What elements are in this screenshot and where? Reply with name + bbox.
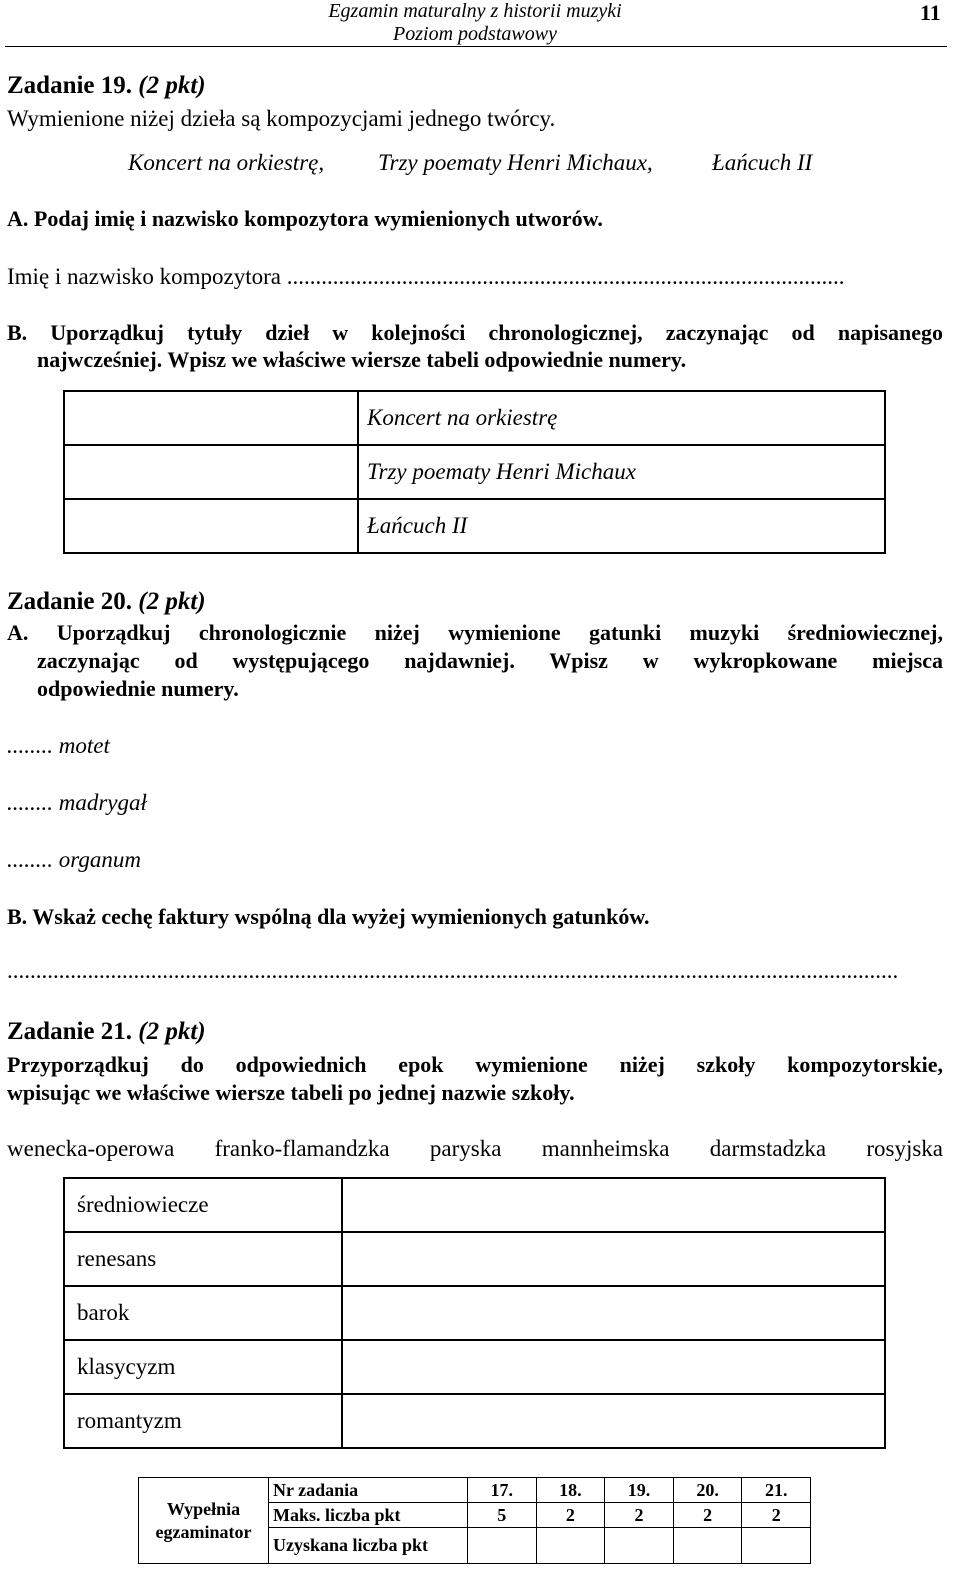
school-3: paryska	[429, 1136, 502, 1161]
epoch-label-1: średniowiecze	[64, 1178, 342, 1232]
task20-a-text-3: odpowiednie numery.	[37, 676, 239, 701]
task20-a-text-1: Uporządkuj chronologicznie niżej wymienione gatunki muzyki średniowiecznej,	[56, 620, 943, 645]
epoch-answer-5[interactable]	[342, 1394, 885, 1448]
task19-part-a	[7, 206, 603, 232]
order-label-3: Łańcuch II	[358, 499, 885, 553]
task20-points: (2 pkt)	[138, 588, 206, 615]
max-19: 2	[605, 1503, 674, 1528]
header-line-2: Poziom podstawowy	[393, 23, 557, 45]
epoch-label-4: klasycyzm	[64, 1340, 342, 1394]
task21-title-text: Zadanie 21.	[7, 1018, 133, 1045]
task20-b-label: B.	[7, 904, 28, 929]
genre-organum[interactable]: ........ organum	[7, 847, 141, 872]
task19-b-text-2: najwcześniej. Wpisz we właściwe wiersze tabeli odpowiednie numery.	[37, 347, 687, 372]
examiner-label	[139, 1478, 269, 1564]
task19-title-text: Zadanie 19.	[7, 72, 133, 99]
task-no-19: 19.	[605, 1478, 674, 1503]
row-task-label: Nr zadania	[269, 1478, 468, 1503]
examiner-label-2: egzaminator	[155, 1521, 252, 1542]
task20-title-text: Zadanie 20.	[7, 588, 133, 615]
task-no-18: 18.	[536, 1478, 605, 1503]
task20-a-text-2: zaczynając od występującego najdawniej. Wpisz w wykropkowane miejsca	[37, 648, 943, 673]
school-6: rosyjska	[866, 1136, 944, 1161]
epoch-label-2: renesans	[64, 1232, 342, 1286]
row-obtained-label: Uzyskana liczba pkt	[269, 1528, 468, 1564]
order-label-1: Koncert na orkiestrę	[358, 391, 885, 445]
genre-motet[interactable]: ........ motet	[7, 733, 110, 758]
max-21: 2	[742, 1503, 811, 1528]
epochs-table	[63, 1177, 886, 1449]
school-5: darmstadzka	[709, 1136, 827, 1161]
school-4: mannheimska	[541, 1136, 670, 1161]
task-no-17: 17.	[468, 1478, 537, 1503]
obtained-19[interactable]	[605, 1528, 674, 1564]
task19-intro: Wymienione niżej dzieła są kompozycjami jednego twórcy.	[7, 106, 556, 131]
epoch-answer-1[interactable]	[342, 1178, 885, 1232]
task20-part-a-line1	[7, 620, 943, 646]
texture-answer-line[interactable]: ...........................................................................................................................................................	[7, 958, 899, 983]
examiner-label-1: Wypełnia	[166, 1498, 241, 1519]
max-20: 2	[673, 1503, 742, 1528]
task20-b-text: Wskaż cechę faktury wspólną dla wyżej wymienionych gatunków.	[32, 904, 650, 929]
obtained-17[interactable]	[468, 1528, 537, 1564]
task19-title	[7, 72, 206, 100]
epoch-label-3: barok	[64, 1286, 342, 1340]
task-no-21: 21.	[742, 1478, 811, 1503]
epoch-answer-4[interactable]	[342, 1340, 885, 1394]
task20-title	[7, 588, 206, 616]
schools-list	[7, 1136, 943, 1162]
task19-b-label: B.	[7, 320, 28, 345]
task19-work-1: Koncert na orkiestrę,	[128, 150, 325, 175]
task19-a-label: A.	[7, 206, 29, 231]
max-18: 2	[536, 1503, 605, 1528]
epoch-label-5: romantyzm	[64, 1394, 342, 1448]
genre-madrygal[interactable]: ........ madrygał	[7, 790, 147, 815]
epoch-answer-3[interactable]	[342, 1286, 885, 1340]
page-number: 11	[920, 0, 941, 25]
task21-line-2: wpisując we właściwe wiersze tabeli po jednej nazwie szkoły.	[7, 1080, 575, 1105]
order-cell-2[interactable]	[64, 445, 358, 499]
order-cell-3[interactable]	[64, 499, 358, 553]
obtained-21[interactable]	[742, 1528, 811, 1564]
order-cell-1[interactable]	[64, 391, 358, 445]
school-2: franko-flamandzka	[214, 1136, 390, 1161]
order-label-2: Trzy poematy Henri Michaux	[358, 445, 885, 499]
task19-points: (2 pkt)	[138, 72, 206, 99]
composer-answer-line[interactable]: Imię i nazwisko kompozytora .................................................................................................	[7, 264, 845, 289]
task21-points: (2 pkt)	[138, 1018, 206, 1045]
task-no-20: 20.	[673, 1478, 742, 1503]
task20-part-b	[7, 904, 650, 930]
task19-work-2: Trzy poematy Henri Michaux,	[378, 150, 653, 175]
row-max-label: Maks. liczba pkt	[269, 1503, 468, 1528]
task19-a-text: Podaj imię i nazwisko kompozytora wymienionych utworów.	[33, 206, 603, 231]
task19-order-table	[63, 390, 886, 554]
header-line-1: Egzamin maturalny z historii muzyki	[328, 0, 622, 22]
task21-line-1: Przyporządkuj do odpowiednich epok wymienione niżej szkoły kompozytorskie,	[7, 1052, 943, 1077]
task20-a-label: A.	[7, 620, 29, 645]
max-17: 5	[468, 1503, 537, 1528]
obtained-20[interactable]	[673, 1528, 742, 1564]
header-rule	[5, 46, 947, 47]
school-1: wenecka-operowa	[7, 1136, 175, 1161]
obtained-18[interactable]	[536, 1528, 605, 1564]
score-table	[138, 1477, 811, 1564]
task19-b-text-1: Uporządkuj tytuły dzieł w kolejności chronologicznej, zaczynając od napisanego	[50, 320, 944, 345]
task19-part-b-line1	[7, 320, 943, 346]
epoch-answer-2[interactable]	[342, 1232, 885, 1286]
task21-title	[7, 1018, 206, 1046]
task19-work-3: Łańcuch II	[712, 150, 813, 175]
